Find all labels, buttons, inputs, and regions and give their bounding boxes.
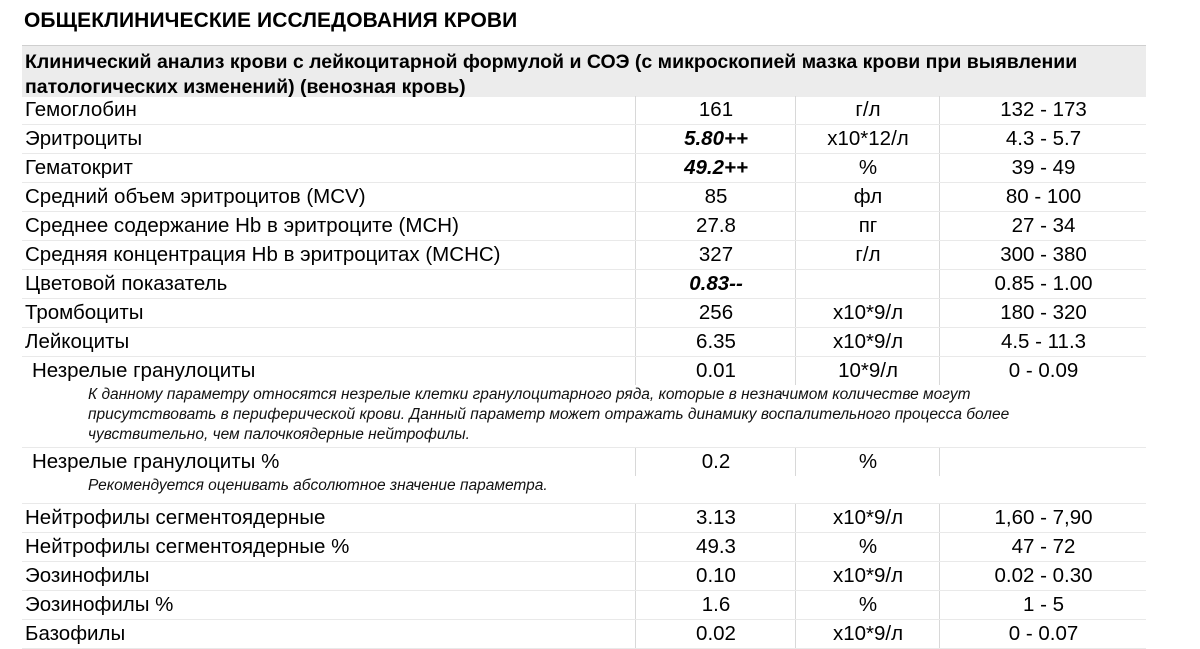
test-name: Тромбоциты [25, 301, 144, 324]
test-name: Средний объем эритроцитов (MCV) [25, 185, 366, 208]
test-value: 0.10 [635, 562, 796, 590]
test-reference: 39 - 49 [939, 154, 1147, 182]
table-row [22, 328, 1146, 357]
section-title: Клинический анализ крови с лейкоцитарной формулой и СОЭ (с микроскопией мазка крови при выявлении патологических изменений) (венозная кровь) [25, 51, 1078, 98]
test-value: 27.8 [635, 212, 796, 240]
test-name: Незрелые гранулоциты % [32, 450, 280, 473]
test-name: Нейтрофилы сегментоядерные [25, 506, 326, 529]
test-name: Эозинофилы % [25, 593, 174, 616]
page-title: ОБЩЕКЛИНИЧЕСКИЕ ИССЛЕДОВАНИЯ КРОВИ [24, 9, 518, 32]
table-row [22, 241, 1146, 270]
test-value: 6.35 [635, 328, 796, 356]
test-reference: 132 - 173 [939, 96, 1147, 124]
test-reference: 0 - 0.09 [939, 357, 1147, 385]
test-unit: % [795, 154, 940, 182]
test-unit: % [795, 533, 940, 561]
table-row [22, 562, 1146, 591]
test-name: Гематокрит [25, 156, 133, 179]
test-value: 3.13 [635, 504, 796, 532]
test-unit [795, 270, 940, 298]
test-name: Незрелые гранулоциты [32, 359, 256, 382]
test-value: 0.2 [635, 448, 796, 476]
results-table [22, 96, 1146, 649]
test-unit: x10*9/л [795, 299, 940, 327]
test-unit: % [795, 448, 940, 476]
table-row [22, 357, 1146, 385]
test-value: 256 [635, 299, 796, 327]
test-name: Лейкоциты [25, 330, 130, 353]
test-unit: г/л [795, 96, 940, 124]
test-reference: 1,60 - 7,90 [939, 504, 1147, 532]
table-row [22, 125, 1146, 154]
test-value: 161 [635, 96, 796, 124]
test-value: 49.3 [635, 533, 796, 561]
test-unit: фл [795, 183, 940, 211]
note-line: Рекомендуется оценивать абсолютное значение параметра. [88, 477, 548, 494]
test-reference: 27 - 34 [939, 212, 1147, 240]
table-row [22, 154, 1146, 183]
table-row [22, 504, 1146, 533]
test-unit: x10*9/л [795, 620, 940, 648]
test-unit: x10*9/л [795, 504, 940, 532]
section-header [22, 45, 1146, 97]
test-reference: 4.3 - 5.7 [939, 125, 1147, 153]
test-unit: x10*9/л [795, 562, 940, 590]
test-unit: x10*9/л [795, 328, 940, 356]
test-name: Гемоглобин [25, 98, 137, 121]
test-reference: 0 - 0.07 [939, 620, 1147, 648]
table-row [22, 533, 1146, 562]
test-reference: 1 - 5 [939, 591, 1147, 619]
table-row [22, 620, 1146, 649]
table-row [22, 183, 1146, 212]
table-row [22, 448, 1146, 476]
test-value: 327 [635, 241, 796, 269]
test-value: 1.6 [635, 591, 796, 619]
note-line: присутствовать в периферической крови. Данный параметр может отражать динамику воспалительного процесса более [88, 406, 1010, 423]
test-unit: % [795, 591, 940, 619]
test-reference [939, 448, 1147, 476]
test-name: Базофилы [25, 622, 126, 645]
test-name: Среднее содержание Hb в эритроците (MCH) [25, 214, 459, 237]
test-reference: 300 - 380 [939, 241, 1147, 269]
test-reference: 0.02 - 0.30 [939, 562, 1147, 590]
table-row [22, 212, 1146, 241]
test-unit: 10*9/л [795, 357, 940, 385]
test-name: Эозинофилы [25, 564, 150, 587]
table-row [22, 270, 1146, 299]
test-reference: 180 - 320 [939, 299, 1147, 327]
note-line: чувствительно, чем палочкоядерные нейтрофилы. [88, 426, 470, 443]
test-value: 0.02 [635, 620, 796, 648]
test-reference: 0.85 - 1.00 [939, 270, 1147, 298]
test-reference: 80 - 100 [939, 183, 1147, 211]
test-note [22, 385, 1146, 448]
test-name: Эритроциты [25, 127, 143, 150]
test-value-flagged: 5.80++ [635, 125, 796, 153]
test-note [22, 476, 1146, 504]
test-name: Нейтрофилы сегментоядерные % [25, 535, 350, 558]
test-reference: 4.5 - 11.3 [939, 328, 1147, 356]
test-reference: 47 - 72 [939, 533, 1147, 561]
note-line: К данному параметру относятся незрелые клетки гранулоцитарного ряда, которые в незначимом количестве могут [88, 386, 971, 403]
test-name: Цветовой показатель [25, 272, 228, 295]
table-row [22, 591, 1146, 620]
test-value: 85 [635, 183, 796, 211]
test-value-flagged: 49.2++ [635, 154, 796, 182]
test-unit: г/л [795, 241, 940, 269]
test-unit: пг [795, 212, 940, 240]
table-row [22, 299, 1146, 328]
test-value: 0.01 [635, 357, 796, 385]
test-name: Средняя концентрация Hb в эритроцитах (MCHC) [25, 243, 501, 266]
table-row [22, 96, 1146, 125]
test-unit: x10*12/л [795, 125, 940, 153]
test-value-flagged: 0.83-- [635, 270, 796, 298]
